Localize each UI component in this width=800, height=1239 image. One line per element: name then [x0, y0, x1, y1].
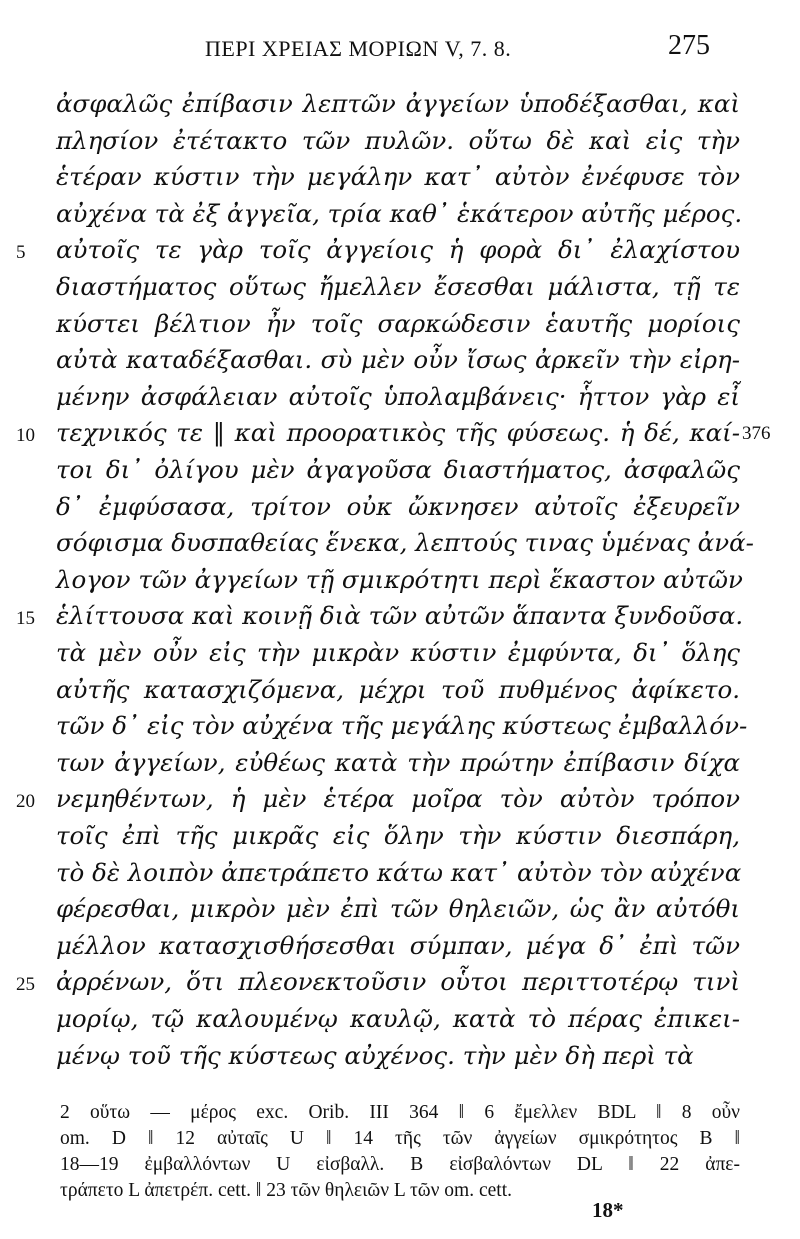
signature-mark: 18* — [592, 1198, 624, 1222]
apparatus-line: τράπετο L ἀπετρέπ. cett. ‖ 23 τῶν θηλειῶν L τῶν om. cett. — [60, 1180, 512, 1201]
critical-apparatus — [60, 1100, 740, 1204]
text-line — [0, 928, 800, 968]
line-text: αὐτοῖς τε γὰρ τοῖς ἀγγείοις ἡ φορὰ δι᾽ ἐλαχίστου — [56, 235, 740, 265]
line-text: σόφισμα δυσπαθείας ἕνεκα, λεπτούς τινας ὑμένας ἀνά- — [56, 528, 754, 558]
line-text: νεμηθέντων, ἡ μὲν ἑτέρα μοῖρα τὸν αὐτὸν τρόπον — [56, 784, 740, 814]
line-number: 20 — [16, 791, 35, 813]
line-text: τὸ δὲ λοιπὸν ἀπετράπετο κάτω κατ᾽ αὐτὸν τὸν αὐχένα — [56, 857, 742, 887]
text-line — [0, 964, 800, 1004]
line-text: των ἀγγείων, εὐθέως κατὰ τὴν πρώτην ἐπίβασιν δίχα — [56, 747, 740, 777]
text-line — [0, 855, 800, 895]
line-text: ἀσφαλῶς ἐπίβασιν λεπτῶν ἀγγείων ὑποδέξασθαι, καὶ — [56, 89, 740, 118]
text-line — [0, 1001, 800, 1041]
text-line — [0, 525, 800, 565]
running-header — [0, 28, 800, 68]
line-text: μέλλον κατασχισθήσεσθαι σύμπαν, μέγα δ᾽ ἐπὶ τῶν — [56, 930, 740, 960]
text-line — [0, 781, 800, 821]
line-number: 5 — [16, 242, 26, 264]
text-line — [0, 452, 800, 492]
text-line — [0, 598, 800, 638]
line-text: αὐτὰ καταδέξασθαι. σὺ μὲν οὖν ἴσως ἀρκεῖν τὴν εἰρη- — [56, 345, 740, 375]
line-text: τοῖς ἐπὶ τῆς μικρᾶς εἰς ὅλην τὴν κύστιν διεσπάρη, — [56, 821, 740, 850]
line-text: ἑτέραν κύστιν τὴν μεγάλην κατ᾽ αὐτὸν ἐνέφυσε τὸν — [56, 162, 740, 192]
line-text: ἑλίττουσα καὶ κοινῇ διὰ τῶν αὐτῶν ἅπαντα ξυνδοῦσα. — [56, 601, 744, 631]
page-number: 275 — [668, 30, 710, 61]
text-line — [0, 1038, 800, 1078]
text-line — [0, 562, 800, 602]
text-line — [0, 818, 800, 858]
text-line — [0, 269, 800, 309]
line-text: φέρεσθαι, μικρὸν μὲν ἐπὶ τῶν θηλειῶν, ὡς ἂν αὐτόθι — [56, 894, 740, 924]
apparatus-line: 2 οὕτω — μέρος exc. Orib. III 364 ‖ 6 ἔμελλεν BDL ‖ 8 οὖν — [60, 1102, 740, 1123]
line-number: 10 — [16, 425, 35, 447]
text-line — [0, 489, 800, 529]
line-text: διαστήματος οὕτως ἤμελλεν ἔσεσθαι μάλιστα, τῇ τε — [56, 272, 740, 301]
line-text: ἀρρένων, ὅτι πλεονεκτοῦσιν οὗτοι περιττοτέρῳ τινὶ — [56, 967, 740, 997]
line-text: μένην ἀσφάλειαν αὐτοῖς ὑπολαμβάνεις· ἧττον γὰρ εἶ — [56, 381, 740, 411]
line-text: αὐτῆς κατασχιζόμενα, μέχρι τοῦ πυθμένος ἀφίκετο. — [56, 674, 740, 704]
text-line — [0, 672, 800, 712]
text-line — [0, 86, 800, 126]
marginal-reference: 376 — [742, 423, 771, 445]
text-line — [0, 891, 800, 931]
line-number: 25 — [16, 974, 35, 996]
line-text: τοι δι᾽ ὀλίγου μὲν ἀγαγοῦσα διαστήματος, ἀσφαλῶς — [56, 455, 740, 484]
line-text: δ᾽ ἐμφύσασα, τρίτον οὐκ ὤκνησεν αὐτοῖς ἐξευρεῖν — [56, 491, 740, 521]
text-line — [0, 306, 800, 346]
line-text: τὰ μὲν οὖν εἰς τὴν μικρὰν κύστιν ἐμφύντα, δι᾽ ὅλης — [56, 638, 740, 667]
text-line — [0, 342, 800, 382]
line-text: τῶν δ᾽ εἰς τὸν αὐχένα τῆς μεγάλης κύστεως ἐμβαλλόν- — [56, 711, 748, 741]
line-text: τεχνικός τε ‖ καὶ προορατικὸς τῆς φύσεως. ἡ δέ, καί- — [56, 418, 740, 448]
text-line — [0, 379, 800, 419]
text-line — [0, 196, 800, 236]
apparatus-line: 18—19 ἐμβαλλόντων U εἰσβαλλ. B εἰσβαλόντων DL ‖ 22 ἀπε- — [60, 1154, 740, 1175]
text-line — [0, 159, 800, 199]
text-line — [0, 123, 800, 163]
text-line — [0, 708, 800, 748]
line-text: κύστει βέλτιον ἦν τοῖς σαρκώδεσιν ἑαυτῆς μορίοις — [56, 308, 740, 338]
line-text: λογον τῶν ἀγγείων τῇ σμικρότητι περὶ ἕκαστον αὐτῶν — [56, 564, 743, 594]
text-line — [0, 635, 800, 675]
line-text: αὐχένα τὰ ἐξ ἀγγεῖα, τρία καθ᾽ ἑκάτερον αὐτῆς μέρος. — [56, 198, 743, 228]
line-number: 15 — [16, 608, 35, 630]
line-text: μορίῳ, τῷ καλουμένῳ καυλῷ, κατὰ τὸ πέρας ἐπικει- — [56, 1004, 740, 1033]
text-line — [0, 415, 800, 455]
apparatus-line: om. D ‖ 12 αὐταῖς U ‖ 14 τῆς τῶν ἀγγείων σμικρότητος B ‖ — [60, 1128, 740, 1149]
text-line — [0, 232, 800, 272]
text-line — [0, 745, 800, 785]
line-text: πλησίον ἐτέτακτο τῶν πυλῶν. οὕτω δὲ καὶ εἰς τὴν — [56, 125, 740, 155]
running-title: ΠΕΡΙ ΧΡΕΙΑΣ ΜΟΡΙΩΝ V, 7. 8. — [205, 36, 512, 61]
line-text: μένῳ τοῦ τῆς κύστεως αὐχένος. τὴν μὲν δὴ περὶ τὰ — [56, 1040, 694, 1070]
